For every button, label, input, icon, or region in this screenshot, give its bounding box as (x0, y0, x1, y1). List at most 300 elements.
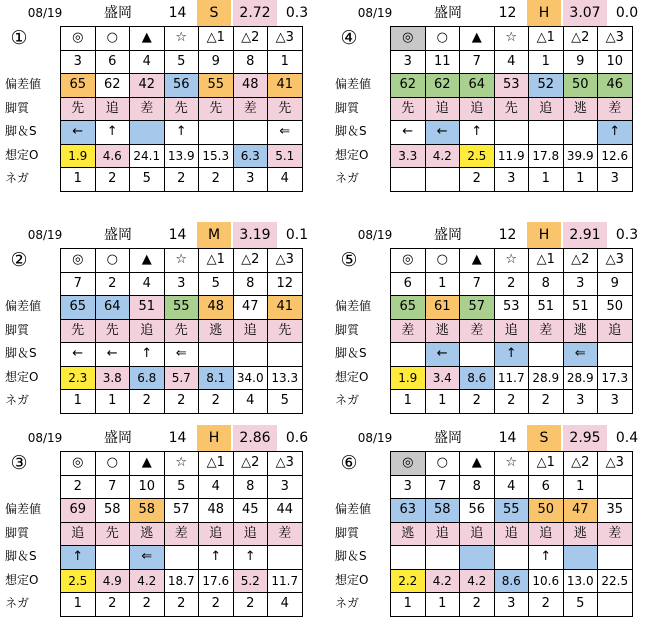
race-number-circle: ③ (10, 452, 28, 474)
running-style-cell: 追 (460, 97, 495, 121)
hensachi-cell: 53 (494, 74, 529, 98)
hensachi-cell: 65 (61, 74, 96, 98)
row-label (330, 475, 390, 499)
expected-odds-cell: 3.3 (391, 144, 426, 168)
race-runners: 14 (168, 430, 187, 446)
expected-odds-cell: 4.6 (95, 144, 130, 168)
legs-speed-cell (199, 343, 234, 367)
horse-number-cell: 8 (233, 272, 268, 296)
hensachi-cell: 51 (563, 296, 598, 320)
race-diff: 0.1 (285, 227, 309, 243)
row-labels (330, 26, 390, 191)
grid-row (61, 475, 303, 499)
grid-row (61, 499, 303, 523)
grid-row (391, 27, 633, 51)
running-style-cell: 追 (460, 522, 495, 546)
negative-cell: 3 (494, 593, 529, 617)
grid-row (61, 319, 303, 343)
row-label (330, 272, 390, 296)
row-label: 偏差値 (335, 299, 372, 313)
hensachi-cell: 58 (130, 499, 165, 523)
hensachi-cell: 45 (233, 499, 268, 523)
mark-cell: ○ (95, 249, 130, 273)
legs-speed-cell: ↑ (199, 546, 234, 570)
horse-number-cell: 5 (199, 272, 234, 296)
race-grade-badge: H (527, 0, 561, 26)
horse-number-cell: 3 (391, 50, 426, 74)
row-labels (0, 248, 60, 413)
race-grade-badge: M (197, 222, 231, 248)
horse-number-cell: 3 (164, 272, 199, 296)
race-venue: 盛岡 (104, 227, 132, 243)
expected-odds-cell: 24.1 (130, 144, 165, 168)
mark-cell: △1 (199, 27, 234, 51)
expected-odds-cell: 22.5 (598, 569, 633, 593)
legs-speed-cell (425, 546, 460, 570)
legs-speed-cell (494, 546, 529, 570)
negative-cell: 2 (199, 168, 234, 192)
race-date: 08/19 (27, 228, 63, 242)
mark-cell: ☆ (494, 452, 529, 476)
legs-speed-cell (391, 546, 426, 570)
legs-speed-cell: ↑ (598, 121, 633, 145)
hensachi-cell: 48 (233, 74, 268, 98)
legs-speed-cell: ← (391, 121, 426, 145)
horse-number-cell: 9 (199, 50, 234, 74)
grid-row (61, 144, 303, 168)
mark-cell: ◎ (61, 249, 96, 273)
grid-row (61, 27, 303, 51)
negative-cell: 2 (164, 390, 199, 414)
row-label: ネガ (5, 393, 30, 407)
grid-row (391, 522, 633, 546)
legs-speed-cell: ⇐ (130, 546, 165, 570)
grid-row (391, 390, 633, 414)
expected-odds-cell: 2.2 (391, 569, 426, 593)
expected-odds-cell: 1.9 (391, 366, 426, 390)
horse-number-cell: 6 (391, 272, 426, 296)
grid-row (391, 296, 633, 320)
running-style-cell: 先 (268, 97, 303, 121)
running-style-cell: 差 (598, 522, 633, 546)
race-venue: 盛岡 (104, 430, 132, 446)
negative-cell: 2 (233, 593, 268, 617)
mark-cell: △2 (563, 249, 598, 273)
grid-row (391, 121, 633, 145)
running-style-cell: 追 (130, 319, 165, 343)
horse-number-cell: 3 (391, 475, 426, 499)
mark-cell: ○ (425, 452, 460, 476)
hensachi-cell: 47 (563, 499, 598, 523)
expected-odds-cell: 13.3 (268, 366, 303, 390)
hensachi-cell: 62 (391, 74, 426, 98)
mark-cell: △2 (233, 452, 268, 476)
race-venue: 盛岡 (434, 5, 462, 21)
row-label: 偏差値 (5, 502, 42, 516)
mark-cell: △3 (598, 249, 633, 273)
expected-odds-cell: 28.9 (529, 366, 564, 390)
running-style-cell: 逃 (130, 522, 165, 546)
legs-speed-cell (598, 343, 633, 367)
hensachi-cell: 61 (425, 296, 460, 320)
horse-number-cell: 2 (61, 475, 96, 499)
race-diff: 0.3 (285, 5, 309, 21)
legs-speed-cell (563, 546, 598, 570)
race-grade-badge: H (197, 425, 231, 451)
row-label: 脚＆S (335, 124, 367, 138)
negative-cell: 4 (268, 168, 303, 192)
race-date: 08/19 (357, 6, 393, 20)
negative-cell: 3 (233, 168, 268, 192)
legs-speed-cell (164, 546, 199, 570)
legs-speed-cell (529, 343, 564, 367)
legs-speed-cell (95, 546, 130, 570)
expected-odds-cell: 8.6 (494, 569, 529, 593)
legs-speed-cell (460, 343, 495, 367)
legs-speed-cell (130, 121, 165, 145)
legs-speed-cell: ↑ (529, 546, 564, 570)
horse-number-cell: 8 (529, 272, 564, 296)
negative-cell: 2 (95, 593, 130, 617)
grid-row (61, 97, 303, 121)
hensachi-cell: 62 (95, 74, 130, 98)
expected-odds-cell: 5.7 (164, 366, 199, 390)
mark-cell: ○ (95, 27, 130, 51)
expected-odds-cell: 3.4 (425, 366, 460, 390)
mark-cell: △1 (529, 249, 564, 273)
hensachi-cell: 42 (130, 74, 165, 98)
grid-row (391, 249, 633, 273)
horse-number-cell: 5 (164, 475, 199, 499)
negative-cell: 1 (425, 390, 460, 414)
expected-odds-cell: 17.8 (529, 144, 564, 168)
running-style-cell: 逃 (391, 522, 426, 546)
row-label: 脚＆S (335, 549, 367, 563)
prediction-grid (60, 248, 303, 414)
horse-number-cell: 4 (199, 475, 234, 499)
race-runners: 12 (498, 227, 517, 243)
mark-cell: △1 (529, 452, 564, 476)
negative-cell: 1 (529, 168, 564, 192)
negative-cell: 2 (460, 168, 495, 192)
horse-number-cell: 1 (529, 50, 564, 74)
expected-odds-cell: 13.9 (164, 144, 199, 168)
mark-cell: △2 (233, 249, 268, 273)
horse-number-cell: 7 (61, 272, 96, 296)
legs-speed-cell (529, 121, 564, 145)
race-runners: 12 (498, 5, 517, 21)
running-style-cell: 追 (233, 319, 268, 343)
horse-number-cell: 3 (563, 272, 598, 296)
horse-number-cell: 4 (494, 50, 529, 74)
grid-row (61, 390, 303, 414)
hensachi-cell: 50 (598, 296, 633, 320)
row-label: 偏差値 (5, 299, 42, 313)
legs-speed-cell: ↑ (61, 546, 96, 570)
race-date: 08/19 (27, 431, 63, 445)
running-style-cell: 追 (494, 319, 529, 343)
negative-cell: 5 (268, 390, 303, 414)
grid-row (391, 168, 633, 192)
negative-cell: 2 (460, 593, 495, 617)
race-date: 08/19 (357, 431, 393, 445)
horse-number-cell: 3 (61, 50, 96, 74)
hensachi-cell: 64 (95, 296, 130, 320)
horse-number-cell: 6 (529, 475, 564, 499)
race-number-circle: ④ (340, 27, 358, 49)
running-style-cell: 追 (199, 522, 234, 546)
race-block-5 (330, 222, 658, 427)
horse-number-cell (598, 475, 633, 499)
mark-cell: △3 (268, 452, 303, 476)
running-style-cell: 追 (61, 522, 96, 546)
grid-row (61, 50, 303, 74)
race-grade-badge: S (197, 0, 231, 26)
row-label: 偏差値 (5, 77, 42, 91)
prediction-grid (390, 248, 633, 414)
running-style-cell: 追 (425, 522, 460, 546)
race-number-circle: ⑤ (340, 249, 358, 271)
row-label: 脚＆S (335, 346, 367, 360)
expected-odds-cell: 2.5 (460, 144, 495, 168)
horse-number-cell: 2 (494, 272, 529, 296)
negative-cell: 2 (199, 390, 234, 414)
negative-cell: 4 (268, 593, 303, 617)
running-style-cell: 差 (598, 97, 633, 121)
negative-cell: 5 (563, 593, 598, 617)
row-label: 脚＆S (5, 124, 37, 138)
grid-row (61, 343, 303, 367)
negative-cell: 1 (95, 390, 130, 414)
expected-odds-cell: 11.9 (494, 144, 529, 168)
expected-odds-cell: 11.7 (494, 366, 529, 390)
grid-row (391, 569, 633, 593)
race-venue: 盛岡 (434, 227, 462, 243)
running-style-cell: 差 (391, 319, 426, 343)
hensachi-cell: 47 (233, 296, 268, 320)
mark-cell: ☆ (164, 249, 199, 273)
row-label (0, 26, 60, 50)
horse-number-cell: 4 (130, 50, 165, 74)
mark-cell: △1 (529, 27, 564, 51)
row-label: 脚質 (5, 322, 30, 337)
hensachi-cell: 58 (95, 499, 130, 523)
negative-cell: 2 (95, 168, 130, 192)
running-style-cell: 追 (425, 97, 460, 121)
grid-row (391, 593, 633, 617)
negative-cell (391, 168, 426, 192)
running-style-cell: 差 (529, 319, 564, 343)
running-style-cell: 先 (494, 97, 529, 121)
running-style-cell: 先 (164, 97, 199, 121)
running-style-cell: 先 (61, 319, 96, 343)
mark-cell: ▲ (460, 452, 495, 476)
horse-number-cell: 3 (268, 475, 303, 499)
horse-number-cell: 7 (425, 475, 460, 499)
race-grade-badge: S (527, 425, 561, 451)
legs-speed-cell: ⇐ (164, 343, 199, 367)
race-diff: 0.0 (615, 5, 639, 21)
negative-cell: 2 (529, 593, 564, 617)
horse-number-cell: 1 (268, 50, 303, 74)
race-block-2 (0, 222, 328, 427)
row-label (0, 451, 60, 475)
horse-number-cell: 12 (268, 272, 303, 296)
expected-odds-cell: 10.6 (529, 569, 564, 593)
expected-odds-cell: 2.5 (61, 569, 96, 593)
grid-row (61, 366, 303, 390)
grid-row (391, 452, 633, 476)
race-runners: 14 (168, 227, 187, 243)
hensachi-cell: 53 (494, 296, 529, 320)
mark-cell: ○ (425, 249, 460, 273)
prediction-grid (390, 26, 633, 192)
legs-speed-cell (233, 343, 268, 367)
row-label: ネガ (335, 596, 360, 610)
grid-row (391, 74, 633, 98)
expected-odds-cell: 17.6 (199, 569, 234, 593)
expected-odds-cell: 15.3 (199, 144, 234, 168)
grid-row (61, 74, 303, 98)
race-date: 08/19 (357, 228, 393, 242)
horse-number-cell: 4 (494, 475, 529, 499)
horse-number-cell: 7 (95, 475, 130, 499)
row-label (330, 248, 390, 272)
race-block-6 (330, 425, 658, 630)
running-style-cell: 先 (164, 319, 199, 343)
grid-row (391, 499, 633, 523)
expected-odds-cell: 12.6 (598, 144, 633, 168)
expected-odds-cell: 17.3 (598, 366, 633, 390)
negative-cell: 1 (391, 390, 426, 414)
running-style-cell: 逃 (563, 522, 598, 546)
row-label: 偏差値 (335, 502, 372, 516)
row-label: 想定O (335, 147, 369, 162)
running-style-cell: 先 (199, 97, 234, 121)
legs-speed-cell: ⇐ (268, 121, 303, 145)
hensachi-cell: 48 (199, 499, 234, 523)
hensachi-cell: 69 (61, 499, 96, 523)
row-label: 想定O (335, 572, 369, 587)
running-style-cell: 差 (130, 97, 165, 121)
mark-cell: ☆ (164, 452, 199, 476)
running-style-cell: 追 (598, 319, 633, 343)
row-label: 脚質 (5, 100, 30, 115)
mark-cell: ▲ (130, 27, 165, 51)
mark-cell: ◎ (391, 249, 426, 273)
hensachi-cell: 62 (425, 74, 460, 98)
grid-row (61, 452, 303, 476)
row-label (0, 475, 60, 499)
mark-cell: ▲ (460, 249, 495, 273)
row-label: 想定O (5, 147, 39, 162)
row-label: ネガ (335, 171, 360, 185)
hensachi-cell: 50 (529, 499, 564, 523)
mark-cell: ☆ (494, 27, 529, 51)
row-label: 脚質 (335, 322, 360, 337)
horse-number-cell: 7 (460, 272, 495, 296)
grid-row (391, 97, 633, 121)
grid-row (61, 569, 303, 593)
mark-cell: ▲ (130, 249, 165, 273)
hensachi-cell: 56 (460, 499, 495, 523)
running-style-cell: 差 (233, 97, 268, 121)
mark-cell: △1 (199, 452, 234, 476)
race-block-3 (0, 425, 328, 630)
expected-odds-cell: 4.9 (95, 569, 130, 593)
running-style-cell: 差 (164, 522, 199, 546)
expected-odds-cell: 5.1 (268, 144, 303, 168)
horse-number-cell: 6 (95, 50, 130, 74)
negative-cell (425, 168, 460, 192)
negative-cell: 4 (233, 390, 268, 414)
running-style-cell: 先 (61, 97, 96, 121)
mark-cell: △1 (199, 249, 234, 273)
row-label: 偏差値 (335, 77, 372, 91)
negative-cell: 1 (425, 593, 460, 617)
running-style-cell: 先 (391, 97, 426, 121)
row-labels (0, 26, 60, 191)
negative-cell: 3 (598, 168, 633, 192)
horse-number-cell: 8 (233, 50, 268, 74)
legs-speed-cell: ← (425, 121, 460, 145)
mark-cell: ◎ (61, 452, 96, 476)
negative-cell: 1 (61, 168, 96, 192)
negative-cell: 2 (164, 168, 199, 192)
horse-number-cell: 2 (95, 272, 130, 296)
expected-odds-cell: 6.3 (233, 144, 268, 168)
grid-row (61, 249, 303, 273)
legs-speed-cell (563, 121, 598, 145)
horse-number-cell: 9 (563, 50, 598, 74)
hensachi-cell: 51 (130, 296, 165, 320)
row-label (330, 451, 390, 475)
negative-cell: 3 (563, 390, 598, 414)
row-label: 想定O (5, 369, 39, 384)
race-grade-badge: H (527, 222, 561, 248)
legs-speed-cell: ↑ (164, 121, 199, 145)
hensachi-cell: 58 (425, 499, 460, 523)
race-index: 2.91 (563, 222, 607, 248)
grid-row (391, 366, 633, 390)
hensachi-cell: 65 (391, 296, 426, 320)
row-label (0, 272, 60, 296)
negative-cell: 2 (494, 390, 529, 414)
hensachi-cell: 46 (598, 74, 633, 98)
hensachi-cell: 51 (529, 296, 564, 320)
race-index: 2.86 (233, 425, 277, 451)
grid-row (391, 144, 633, 168)
race-header (0, 425, 328, 451)
mark-cell: ▲ (130, 452, 165, 476)
horse-number-cell: 1 (425, 272, 460, 296)
hensachi-cell: 57 (164, 499, 199, 523)
grid-row (391, 343, 633, 367)
negative-cell: 2 (130, 593, 165, 617)
grid-row (61, 593, 303, 617)
expected-odds-cell: 11.7 (268, 569, 303, 593)
race-block-1 (0, 0, 328, 205)
mark-cell: △3 (268, 27, 303, 51)
negative-cell: 3 (598, 390, 633, 414)
running-style-cell: 逃 (563, 319, 598, 343)
negative-cell: 2 (199, 593, 234, 617)
expected-odds-cell: 13.0 (563, 569, 598, 593)
horse-number-cell: 7 (460, 50, 495, 74)
horse-number-cell: 4 (130, 272, 165, 296)
expected-odds-cell: 5.2 (233, 569, 268, 593)
horse-number-cell: 11 (425, 50, 460, 74)
